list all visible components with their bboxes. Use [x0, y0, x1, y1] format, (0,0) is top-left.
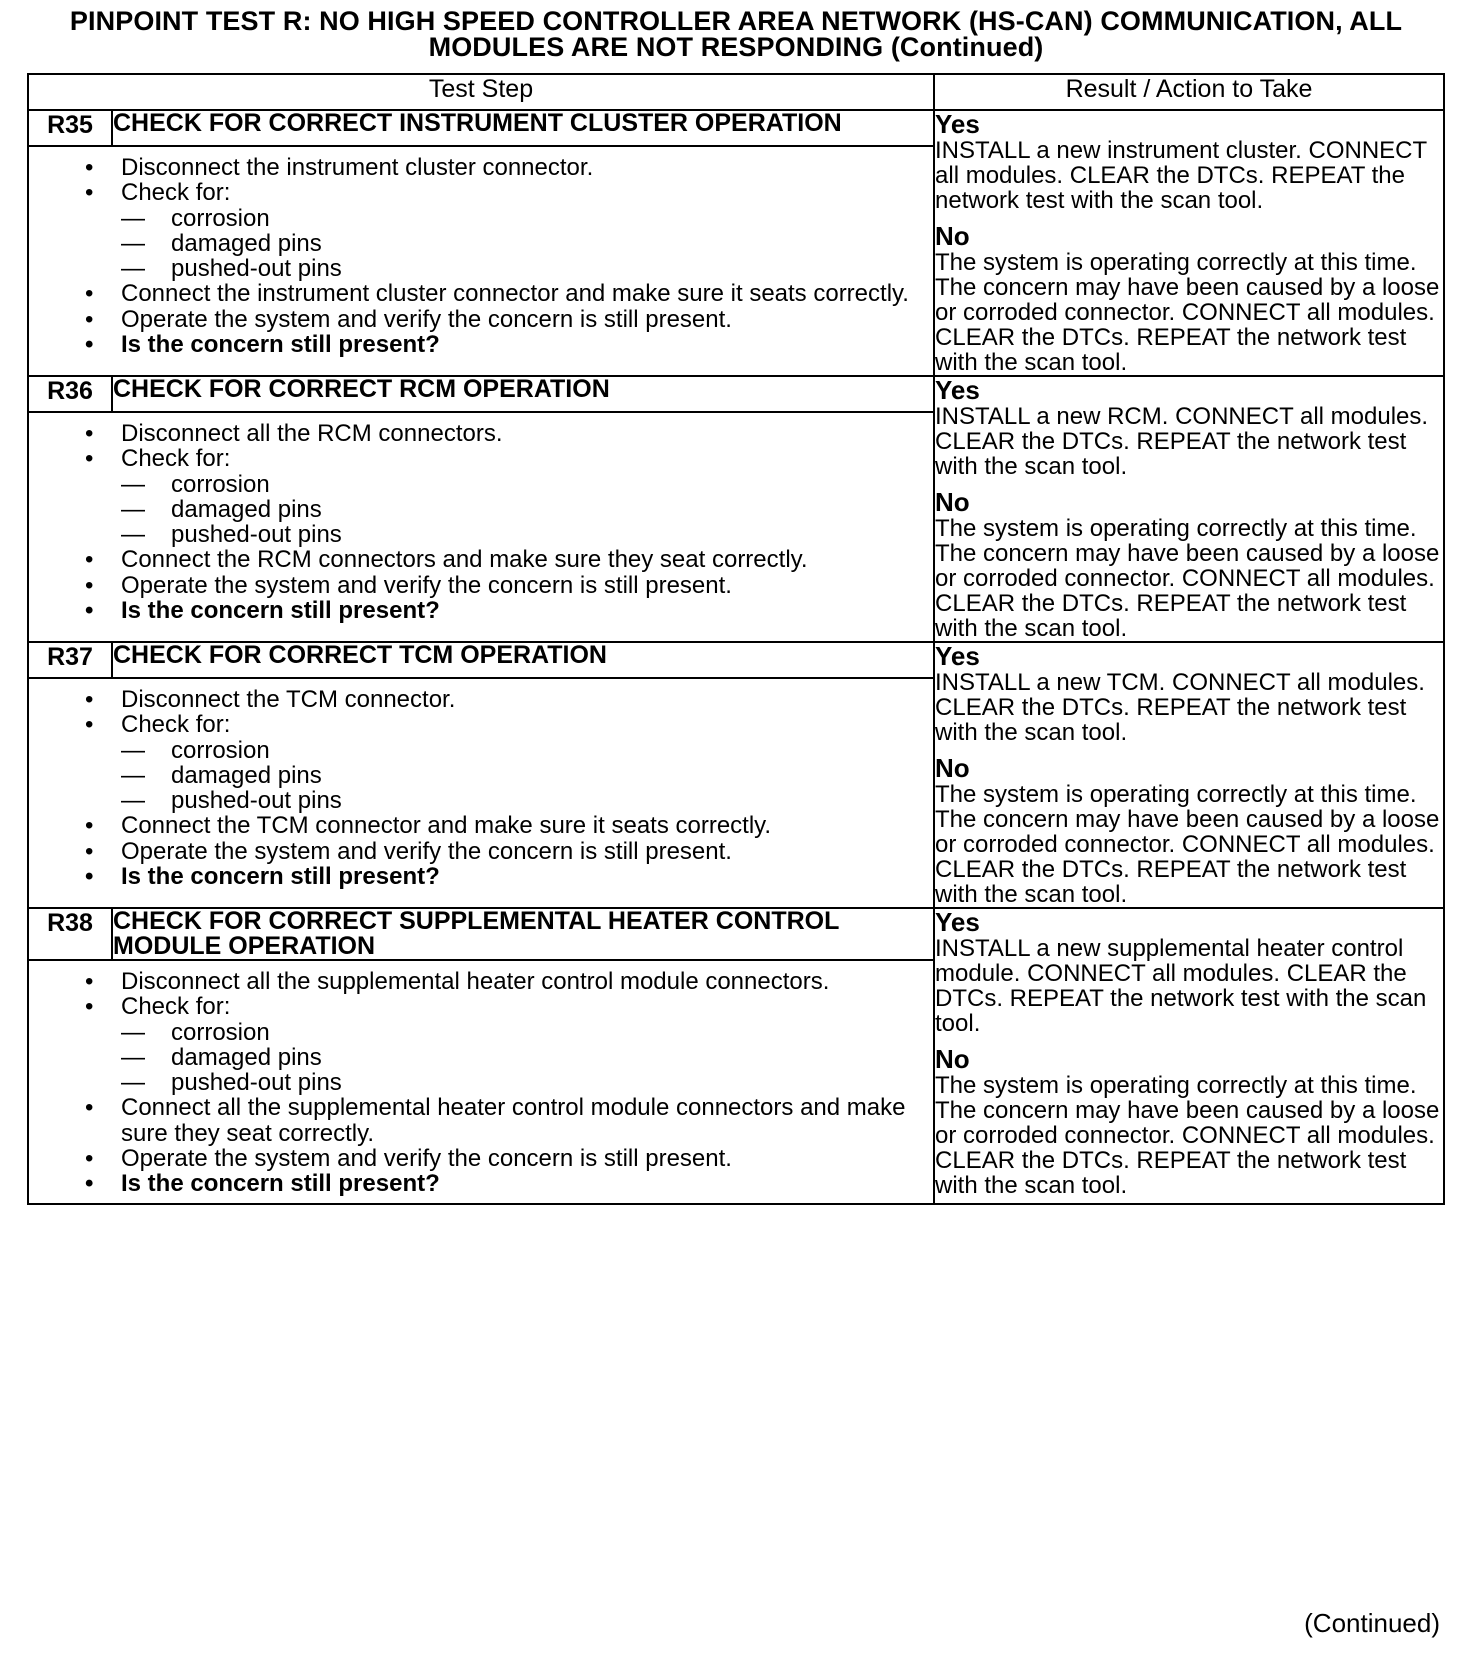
list-item [85, 420, 923, 447]
question-text: Is the concern still present? [121, 863, 440, 891]
instruction-list [29, 147, 933, 363]
check-text: pushed-out pins [171, 787, 342, 815]
step-instructions [28, 960, 934, 1204]
list-item [121, 495, 923, 523]
dash-icon: — [121, 470, 145, 498]
instruction-text: Disconnect the instrument cluster connector. [121, 154, 594, 181]
yes-label: Yes [935, 109, 980, 139]
bullet-icon: • [85, 571, 94, 599]
check-text: corrosion [171, 736, 270, 764]
instruction-list [29, 961, 933, 1203]
list-item [121, 255, 923, 283]
no-label: No [935, 487, 970, 517]
instruction-text: Operate the system and verify the concern is still present. [121, 837, 732, 865]
instruction-text: Connect the TCM connector and make sure it seats correctly. [121, 812, 772, 840]
list-item [121, 521, 923, 549]
yes-label: Yes [935, 641, 980, 671]
table-header-row [28, 74, 1444, 110]
dash-icon: — [121, 495, 145, 523]
dash-icon: — [121, 521, 145, 549]
bullet-icon: • [85, 597, 94, 625]
step-title: CHECK FOR CORRECT INSTRUMENT CLUSTER OPERATION [112, 110, 934, 146]
step-number: R36 [28, 376, 112, 412]
continued-note: (Continued) [1304, 1608, 1440, 1638]
list-item [85, 1094, 923, 1147]
list-item [121, 787, 923, 815]
check-text: damaged pins [171, 495, 322, 523]
instruction-text: Connect the instrument cluster connector and make sure it seats correctly. [121, 280, 909, 308]
check-list [121, 472, 923, 548]
yes-action: INSTALL a new supplemental heater control module. CONNECT all modules. CLEAR the DTCs. REPEAT the network test with the scan tool. [935, 935, 1427, 1037]
check-text: damaged pins [171, 1043, 322, 1071]
list-item [85, 1145, 923, 1173]
step-instructions [28, 678, 934, 908]
list-item [85, 331, 923, 359]
instruction-text: Disconnect all the RCM connectors. [121, 420, 503, 447]
bullet-icon: • [85, 968, 94, 995]
step-title: CHECK FOR CORRECT RCM OPERATION [112, 376, 934, 412]
step-title-row-r38 [28, 908, 1444, 960]
list-item [121, 1069, 923, 1097]
list-item [85, 597, 923, 625]
column-header-test-step: Test Step [28, 74, 934, 110]
list-item [85, 305, 923, 333]
pinpoint-test-table [27, 73, 1445, 1205]
step-title: CHECK FOR CORRECT SUPPLEMENTAL HEATER CONTROL MODULE OPERATION [112, 908, 934, 960]
dash-icon: — [121, 229, 145, 257]
instruction-text: Connect all the supplemental heater control module connectors and make sure they seat correctly. [121, 1094, 906, 1147]
dash-icon: — [121, 204, 145, 232]
check-text: damaged pins [171, 761, 322, 789]
step-number: R37 [28, 642, 112, 678]
list-item [85, 154, 923, 181]
step-number: R35 [28, 110, 112, 146]
check-text: corrosion [171, 1018, 270, 1046]
bullet-icon: • [85, 154, 94, 181]
instruction-text: Check for: [121, 179, 231, 207]
list-item [121, 1043, 923, 1071]
step-number: R38 [28, 908, 112, 960]
bullet-icon: • [85, 420, 94, 447]
yes-label: Yes [935, 907, 980, 937]
check-text: corrosion [171, 470, 270, 498]
list-item [85, 546, 923, 574]
instruction-text: Disconnect the TCM connector. [121, 686, 456, 713]
question-text: Is the concern still present? [121, 331, 440, 359]
step-instructions [28, 146, 934, 376]
list-item [85, 711, 923, 815]
dash-icon: — [121, 787, 145, 815]
no-action: The system is operating correctly at this time. The concern may have been caused by a loose or corroded connector. CONNECT all modules. CLEAR the DTCs. REPEAT the network test with the scan tool. [935, 515, 1440, 642]
instruction-text: Check for: [121, 993, 231, 1021]
list-item [85, 993, 923, 1097]
bullet-icon: • [85, 305, 94, 333]
instruction-text: Disconnect all the supplemental heater control module connectors. [121, 968, 830, 995]
check-list [121, 738, 923, 814]
step-title-row-r37 [28, 642, 1444, 678]
list-item [121, 761, 923, 789]
bullet-icon: • [85, 445, 94, 473]
list-item [85, 837, 923, 865]
no-label: No [935, 753, 970, 783]
dash-icon: — [121, 1043, 145, 1071]
no-action: The system is operating correctly at this time. The concern may have been caused by a loose or corroded connector. CONNECT all modules. CLEAR the DTCs. REPEAT the network test with the scan tool. [935, 249, 1440, 376]
check-text: pushed-out pins [171, 521, 342, 549]
bullet-icon: • [85, 280, 94, 308]
list-item [85, 812, 923, 840]
yes-label: Yes [935, 375, 980, 405]
dash-icon: — [121, 736, 145, 764]
step-title: CHECK FOR CORRECT TCM OPERATION [112, 642, 934, 678]
bullet-icon: • [85, 837, 94, 865]
page-title-line-2: MODULES ARE NOT RESPONDING (Continued) [428, 32, 1044, 62]
bullet-icon: • [85, 331, 94, 359]
instruction-list [29, 679, 933, 895]
list-item [85, 445, 923, 549]
step-title-row-r35 [28, 110, 1444, 146]
bullet-icon: • [85, 993, 94, 1021]
instruction-text: Connect the RCM connectors and make sure they seat correctly. [121, 546, 808, 574]
bullet-icon: • [85, 1094, 94, 1122]
step-title-row-r36 [28, 376, 1444, 412]
yes-action: INSTALL a new TCM. CONNECT all modules. CLEAR the DTCs. REPEAT the network test with the scan tool. [935, 669, 1425, 746]
instruction-list [29, 413, 933, 629]
list-item [121, 736, 923, 764]
no-label: No [935, 221, 970, 251]
dash-icon: — [121, 255, 145, 283]
list-item [85, 686, 923, 713]
no-action: The system is operating correctly at this time. The concern may have been caused by a loose or corroded connector. CONNECT all modules. CLEAR the DTCs. REPEAT the network test with the scan tool. [935, 781, 1440, 908]
instruction-text: Check for: [121, 711, 231, 739]
list-item [85, 179, 923, 283]
check-text: damaged pins [171, 229, 322, 257]
instruction-text: Operate the system and verify the concern is still present. [121, 305, 732, 333]
bullet-icon: • [85, 711, 94, 739]
list-item [85, 571, 923, 599]
bullet-icon: • [85, 812, 94, 840]
no-action: The system is operating correctly at this time. The concern may have been caused by a loose or corroded connector. CONNECT all modules. CLEAR the DTCs. REPEAT the network test with the scan tool. [935, 1072, 1440, 1199]
question-text: Is the concern still present? [121, 597, 440, 625]
result-cell [934, 908, 1444, 1204]
result-cell [934, 642, 1444, 908]
list-item [121, 470, 923, 498]
list-item [121, 204, 923, 232]
dash-icon: — [121, 1018, 145, 1046]
list-item [85, 1170, 923, 1198]
dash-icon: — [121, 761, 145, 789]
bullet-icon: • [85, 863, 94, 891]
check-text: pushed-out pins [171, 1069, 342, 1097]
bullet-icon: • [85, 546, 94, 574]
instruction-text: Operate the system and verify the concern is still present. [121, 571, 732, 599]
no-label: No [935, 1044, 970, 1074]
list-item [121, 1018, 923, 1046]
bullet-icon: • [85, 1170, 94, 1198]
page-title [20, 8, 1452, 60]
check-text: corrosion [171, 204, 270, 232]
dash-icon: — [121, 1069, 145, 1097]
bullet-icon: • [85, 686, 94, 713]
yes-action: INSTALL a new RCM. CONNECT all modules. CLEAR the DTCs. REPEAT the network test with the scan tool. [935, 403, 1429, 480]
check-text: pushed-out pins [171, 255, 342, 283]
list-item [85, 280, 923, 308]
question-text: Is the concern still present? [121, 1170, 440, 1198]
check-list [121, 206, 923, 282]
result-cell [934, 376, 1444, 642]
yes-action: INSTALL a new instrument cluster. CONNECT all modules. CLEAR the DTCs. REPEAT the network test with the scan tool. [935, 137, 1427, 214]
page-title-line-1: PINPOINT TEST R: NO HIGH SPEED CONTROLLER AREA NETWORK (HS-CAN) COMMUNICATION, ALL [69, 6, 1403, 36]
step-instructions [28, 412, 934, 642]
list-item [85, 968, 923, 995]
bullet-icon: • [85, 1145, 94, 1173]
instruction-text: Operate the system and verify the concern is still present. [121, 1145, 732, 1173]
check-list [121, 1020, 923, 1096]
list-item [121, 229, 923, 257]
list-item [85, 863, 923, 891]
result-cell [934, 110, 1444, 376]
instruction-text: Check for: [121, 445, 231, 473]
column-header-result: Result / Action to Take [934, 74, 1444, 110]
bullet-icon: • [85, 179, 94, 207]
